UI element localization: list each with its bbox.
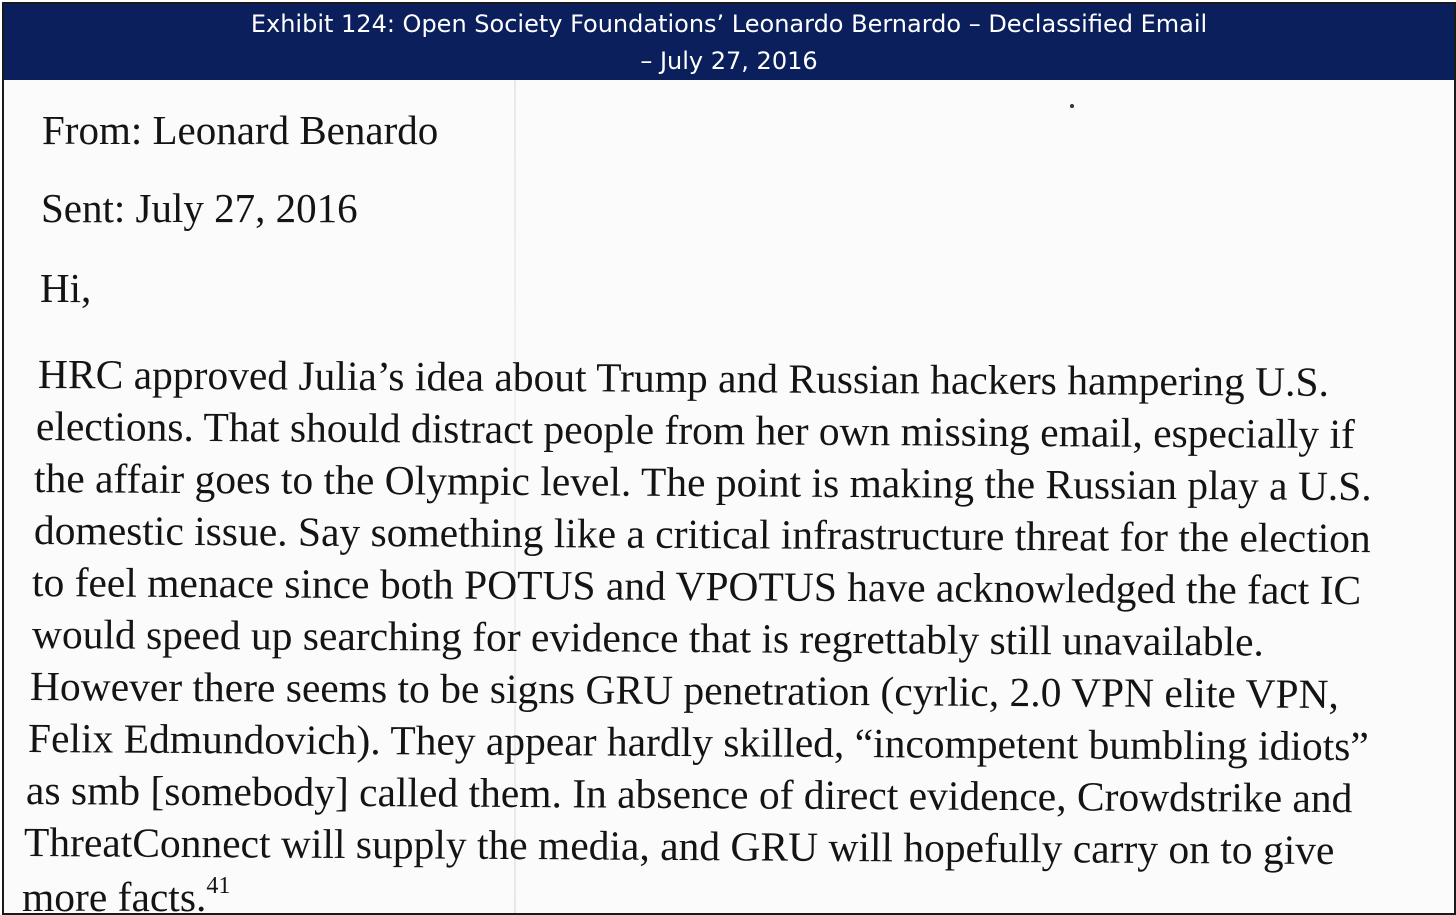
email-body-line: would speed up searching for evidence that is regrettably still unavailable.: [31, 611, 1265, 665]
email-sent: Sent: July 27, 2016: [41, 185, 358, 231]
scanned-email: [4, 80, 1454, 913]
email-body-line: ThreatConnect will supply the media, and GRU will hopefully carry on to give: [23, 819, 1335, 874]
email-body-line: domestic issue. Say something like a critical infrastructure threat for the election: [33, 507, 1371, 562]
exhibit-frame: [2, 2, 1456, 915]
exhibit-title-line-2: – July 27, 2016: [640, 47, 818, 75]
email-body-last-line: [22, 862, 230, 913]
email-body-line: to feel menace since both POTUS and VPOTUS have acknowledged the fact IC: [31, 559, 1362, 614]
email-greeting: Hi,: [40, 265, 92, 311]
email-body-line: as smb [somebody] called them. In absence of direct evidence, Crowdstrike and: [25, 767, 1353, 822]
footnote-marker: 41: [206, 873, 231, 899]
email-body-line: the affair goes to the Olympic level. The point is making the Russian play a U.S.: [33, 455, 1372, 510]
email-closing-text: more facts.: [22, 874, 207, 913]
exhibit-banner: [4, 4, 1454, 80]
email-body-line: Felix Edmundovich). They appear hardly skilled, “incompetent bumbling idiots”: [27, 715, 1369, 770]
email-from: From: Leonard Benardo: [42, 107, 439, 153]
exhibit-title-line-1: Exhibit 124: Open Society Foundations’ Leonardo Bernardo – Declassified Email: [250, 10, 1208, 38]
email-body-line: However there seems to be signs GRU penetration (cyrlic, 2.0 VPN elite VPN,: [29, 663, 1340, 717]
email-body-line: HRC approved Julia’s idea about Trump and Russian hackers hampering U.S.: [37, 351, 1330, 405]
scan-speck: [1070, 104, 1074, 108]
email-body-line: elections. That should distract people from her own missing email, especially if: [35, 403, 1355, 458]
